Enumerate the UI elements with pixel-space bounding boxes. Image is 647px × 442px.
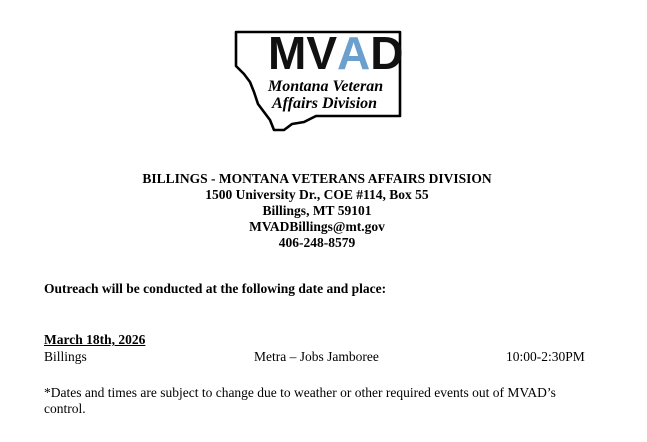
office-phone: 406-248-8579 [278,235,356,250]
logo-letter-a: A [337,27,371,79]
office-email: MVADBillings@mt.gov [249,219,385,234]
logo-tagline-line-2: Affairs Division [272,95,378,112]
office-street: 1500 University Dr., COE #114, Box 55 [205,187,429,202]
event-location: Billings [44,349,87,364]
office-city: Billings, MT 59101 [262,203,372,218]
event-date: March 18th, 2026 [44,332,146,347]
logo-wordmark [268,27,404,79]
address-block [0,171,634,251]
logo-letter-d: D [370,27,404,79]
logo-letter-m: M [268,27,307,79]
outreach-intro: Outreach will be conducted at the following date and place: [44,281,387,296]
event-time: 10:00-2:30PM [506,349,585,364]
event-name: Metra – Jobs Jamboree [254,349,379,364]
logo-tagline-line-1: Montana Veteran [268,78,384,95]
logo-letter-v: V [306,27,338,79]
office-title: BILLINGS - MONTANA VETERANS AFFAIRS DIVISION [142,171,492,186]
mvad-logo [224,26,406,138]
schedule-disclaimer: *Dates and times are subject to change due to weather or other required events out of MVAD’s control. [44,385,556,416]
